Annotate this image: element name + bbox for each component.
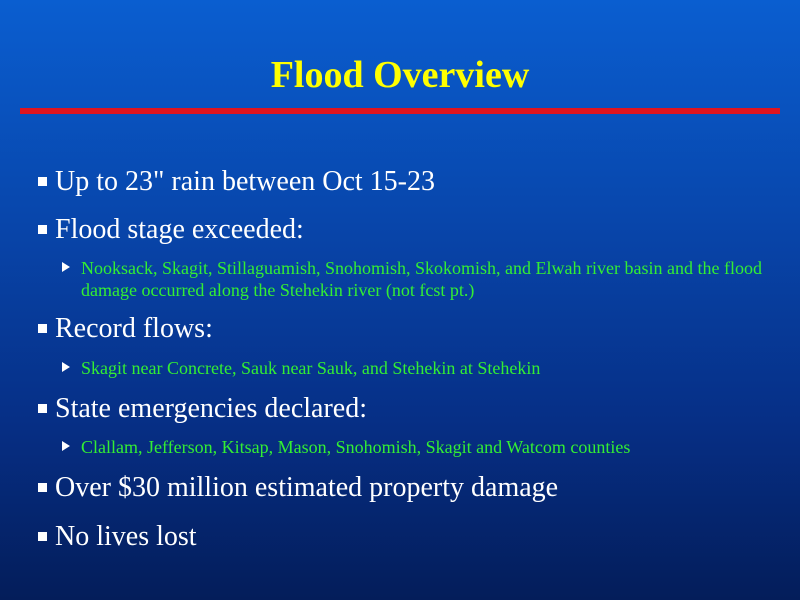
bullet-item [38, 313, 213, 345]
bullet-item [38, 521, 197, 553]
square-bullet-icon [38, 225, 47, 234]
title-divider [20, 108, 780, 114]
sub-bullet-item [62, 436, 772, 458]
bullet-text: State emergencies declared: [55, 393, 367, 424]
triangle-bullet-icon [62, 362, 70, 372]
bullet-item [38, 393, 367, 425]
square-bullet-icon [38, 177, 47, 186]
sub-bullet-text: Nooksack, Skagit, Stillaguamish, Snohomish, Skokomish, and Elwah river basin and the flood damage occurred along the Stehekin river (not fcst pt.) [81, 258, 762, 300]
bullet-text: Record flows: [55, 313, 213, 344]
square-bullet-icon [38, 404, 47, 413]
slide-title: Flood Overview [270, 54, 530, 96]
bullet-item [38, 214, 304, 246]
sub-bullet-text: Clallam, Jefferson, Kitsap, Mason, Snohomish, Skagit and Watcom counties [81, 437, 631, 457]
sub-bullet-item [62, 357, 772, 379]
triangle-bullet-icon [62, 441, 70, 451]
sub-bullet-item [62, 257, 772, 301]
sub-bullet-text: Skagit near Concrete, Sauk near Sauk, and Stehekin at Stehekin [81, 358, 541, 378]
bullet-text: No lives lost [55, 521, 197, 552]
square-bullet-icon [38, 324, 47, 333]
bullet-item [38, 166, 435, 198]
bullet-text: Flood stage exceeded: [55, 214, 304, 245]
square-bullet-icon [38, 532, 47, 541]
square-bullet-icon [38, 483, 47, 492]
bullet-item [38, 472, 558, 504]
bullet-text: Up to 23" rain between Oct 15-23 [55, 166, 435, 197]
bullet-text: Over $30 million estimated property damage [55, 472, 559, 503]
triangle-bullet-icon [62, 262, 70, 272]
